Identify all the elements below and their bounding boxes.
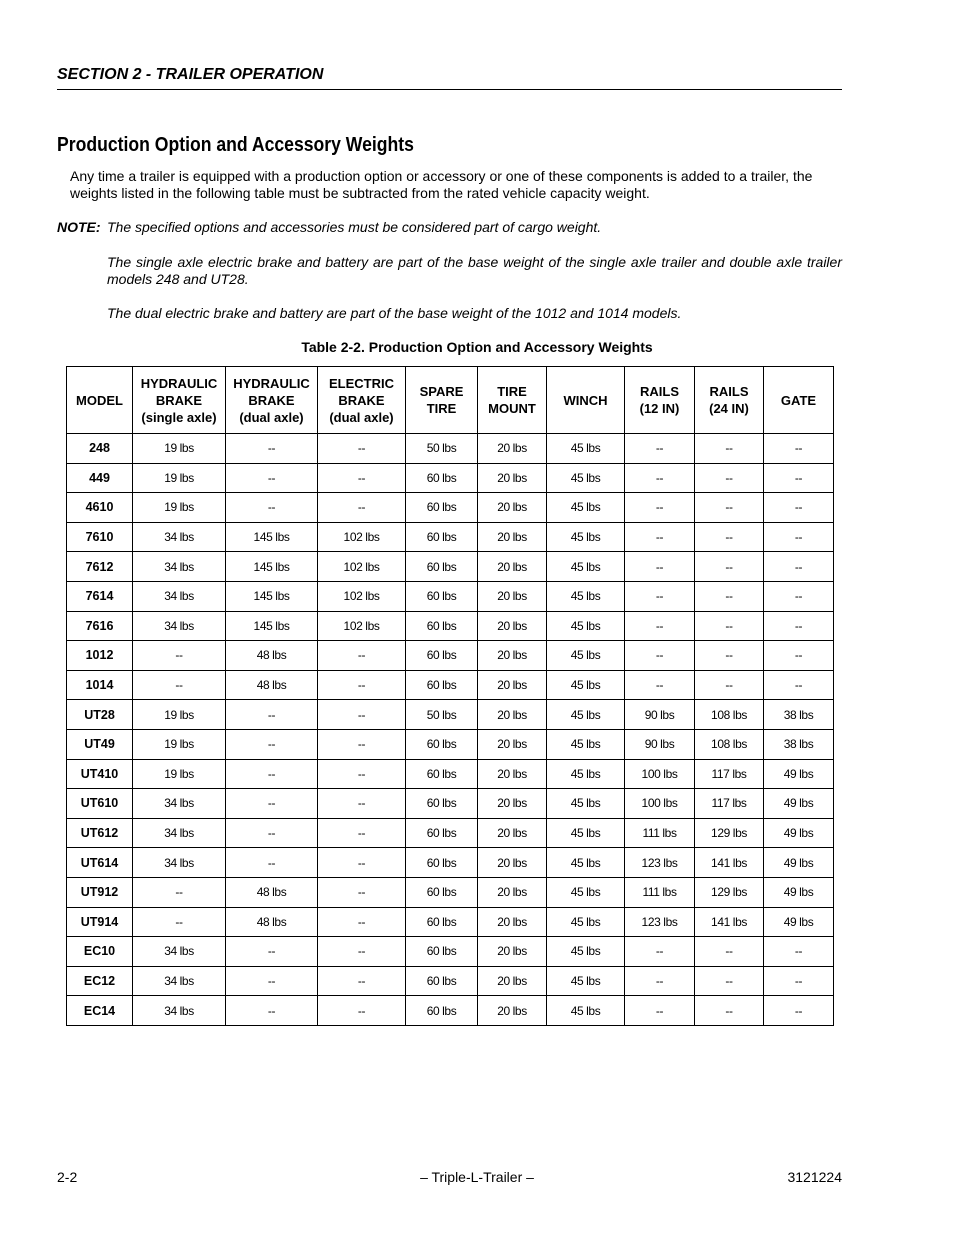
weight-cell: --	[226, 700, 318, 730]
weight-cell: 60 lbs	[406, 552, 478, 582]
table-row	[67, 907, 834, 937]
weight-cell: 45 lbs	[547, 611, 625, 641]
weight-cell: --	[625, 493, 695, 523]
weight-cell: --	[226, 789, 318, 819]
weight-cell: --	[318, 670, 406, 700]
weight-cell: 60 lbs	[406, 848, 478, 878]
column-header-line: (12 IN)	[639, 401, 680, 416]
weight-cell: --	[318, 818, 406, 848]
note-block	[57, 219, 842, 236]
column-header	[547, 367, 625, 434]
weight-cell: --	[226, 759, 318, 789]
weight-cell: --	[226, 996, 318, 1026]
weight-cell: 19 lbs	[133, 759, 226, 789]
weight-cell: 20 lbs	[478, 759, 547, 789]
weight-cell: 48 lbs	[226, 641, 318, 671]
weight-cell: --	[226, 848, 318, 878]
weight-cell: 34 lbs	[133, 848, 226, 878]
weight-cell: 45 lbs	[547, 581, 625, 611]
weight-cell: 34 lbs	[133, 937, 226, 967]
weight-cell: 60 lbs	[406, 907, 478, 937]
weight-cell: 49 lbs	[764, 848, 834, 878]
weight-cell: --	[625, 996, 695, 1026]
weight-cell: --	[625, 966, 695, 996]
weight-cell: --	[226, 966, 318, 996]
weight-cell: --	[695, 670, 764, 700]
weight-cell: 45 lbs	[547, 937, 625, 967]
table-row	[67, 848, 834, 878]
weight-cell: --	[695, 611, 764, 641]
weight-cell: --	[625, 937, 695, 967]
table-row	[67, 670, 834, 700]
column-header-line: HYDRAULIC	[233, 375, 310, 391]
weight-cell: --	[226, 937, 318, 967]
weight-cell: 145 lbs	[226, 581, 318, 611]
model-cell: 1014	[67, 670, 133, 700]
table-row	[67, 996, 834, 1026]
weight-cell: 60 lbs	[406, 937, 478, 967]
weight-cell: --	[764, 463, 834, 493]
weight-cell: 34 lbs	[133, 996, 226, 1026]
table-header-row	[67, 367, 834, 434]
weight-cell: 90 lbs	[625, 700, 695, 730]
weight-cell: 20 lbs	[478, 434, 547, 464]
column-header	[406, 367, 478, 434]
table-row	[67, 877, 834, 907]
model-cell: 7610	[67, 522, 133, 552]
weight-cell: 100 lbs	[625, 789, 695, 819]
table-row	[67, 759, 834, 789]
weight-cell: 34 lbs	[133, 789, 226, 819]
weight-cell: --	[625, 463, 695, 493]
table-row	[67, 818, 834, 848]
weight-cell: --	[226, 463, 318, 493]
model-cell: UT28	[67, 700, 133, 730]
column-header-line: (dual axle)	[329, 409, 394, 425]
weight-cell: 20 lbs	[478, 641, 547, 671]
model-cell: UT914	[67, 907, 133, 937]
weight-cell: 141 lbs	[695, 848, 764, 878]
weight-cell: 60 lbs	[406, 581, 478, 611]
weight-cell: 20 lbs	[478, 937, 547, 967]
weight-cell: --	[695, 552, 764, 582]
column-header-line: MOUNT	[488, 401, 536, 416]
weight-cell: 34 lbs	[133, 818, 226, 848]
weight-cell: 111 lbs	[625, 818, 695, 848]
weight-cell: 20 lbs	[478, 907, 547, 937]
weight-cell: 20 lbs	[478, 463, 547, 493]
weight-cell: 45 lbs	[547, 966, 625, 996]
weight-cell: --	[764, 611, 834, 641]
column-header-line: GATE	[780, 392, 817, 408]
table-row	[67, 581, 834, 611]
weight-cell: 45 lbs	[547, 463, 625, 493]
column-header-line: TIRE	[426, 401, 457, 416]
weight-cell: 117 lbs	[695, 759, 764, 789]
weight-cell: 60 lbs	[406, 522, 478, 552]
weight-cell: --	[625, 434, 695, 464]
table-row	[67, 966, 834, 996]
column-header-line: BRAKE	[338, 392, 385, 408]
model-cell: UT612	[67, 818, 133, 848]
weight-cell: --	[625, 670, 695, 700]
column-header	[478, 367, 547, 434]
weight-cell: 100 lbs	[625, 759, 695, 789]
weight-cell: --	[133, 641, 226, 671]
weight-cell: 49 lbs	[764, 818, 834, 848]
weight-cell: 60 lbs	[406, 759, 478, 789]
weight-cell: 102 lbs	[318, 522, 406, 552]
weight-cell: 45 lbs	[547, 907, 625, 937]
weight-cell: 45 lbs	[547, 522, 625, 552]
weight-cell: --	[695, 966, 764, 996]
weight-cell: --	[764, 937, 834, 967]
column-header	[695, 367, 764, 434]
weight-cell: 34 lbs	[133, 581, 226, 611]
weight-cell: --	[695, 581, 764, 611]
weight-cell: 20 lbs	[478, 729, 547, 759]
weight-cell: 20 lbs	[478, 552, 547, 582]
weight-cell: 60 lbs	[406, 818, 478, 848]
weight-cell: 19 lbs	[133, 463, 226, 493]
weight-cell: 20 lbs	[478, 996, 547, 1026]
weight-cell: --	[695, 522, 764, 552]
weight-cell: 60 lbs	[406, 670, 478, 700]
table-body	[67, 434, 834, 1026]
weight-cell: 141 lbs	[695, 907, 764, 937]
weight-cell: --	[764, 996, 834, 1026]
note-label: NOTE:	[57, 219, 101, 235]
column-header	[318, 367, 406, 434]
weight-cell: 45 lbs	[547, 996, 625, 1026]
weight-cell: --	[133, 877, 226, 907]
weight-cell: --	[695, 641, 764, 671]
weight-cell: --	[625, 611, 695, 641]
weight-cell: --	[318, 493, 406, 523]
weight-cell: 34 lbs	[133, 522, 226, 552]
weight-cell: 60 lbs	[406, 641, 478, 671]
weight-cell: --	[695, 996, 764, 1026]
weight-cell: 102 lbs	[318, 611, 406, 641]
table-row	[67, 463, 834, 493]
weight-cell: 19 lbs	[133, 434, 226, 464]
weight-cell: 19 lbs	[133, 493, 226, 523]
weight-cell: 50 lbs	[406, 700, 478, 730]
model-cell: UT912	[67, 877, 133, 907]
weight-cell: 145 lbs	[226, 552, 318, 582]
weight-cell: --	[226, 493, 318, 523]
weight-cell: 145 lbs	[226, 522, 318, 552]
page-number: 2-2	[57, 1169, 78, 1185]
weight-cell: 108 lbs	[695, 729, 764, 759]
model-cell: UT610	[67, 789, 133, 819]
column-header	[226, 367, 318, 434]
weight-cell: 45 lbs	[547, 670, 625, 700]
weight-cell: 34 lbs	[133, 611, 226, 641]
weight-cell: 102 lbs	[318, 581, 406, 611]
column-header-line: HYDRAULIC	[140, 375, 218, 391]
weight-cell: 20 lbs	[478, 877, 547, 907]
column-header-line: (dual axle)	[239, 409, 304, 425]
weight-cell: --	[695, 434, 764, 464]
weight-cell: 45 lbs	[547, 818, 625, 848]
weight-cell: 49 lbs	[764, 759, 834, 789]
column-header-line: SPARE	[419, 384, 464, 399]
note-text-1: The specified options and accessories must be considered part of cargo weight.	[107, 219, 602, 235]
weight-cell: 34 lbs	[133, 966, 226, 996]
weight-cell: 48 lbs	[226, 670, 318, 700]
weight-cell: --	[625, 581, 695, 611]
model-cell: UT614	[67, 848, 133, 878]
weight-cell: 45 lbs	[547, 848, 625, 878]
weight-cell: 20 lbs	[478, 966, 547, 996]
weight-cell: 45 lbs	[547, 434, 625, 464]
weight-cell: 123 lbs	[625, 907, 695, 937]
weight-cell: --	[318, 641, 406, 671]
model-cell: EC14	[67, 996, 133, 1026]
weight-cell: 20 lbs	[478, 670, 547, 700]
column-header-line: BRAKE	[248, 392, 295, 408]
column-header	[764, 367, 834, 434]
weight-cell: 19 lbs	[133, 700, 226, 730]
weight-cell: 38 lbs	[764, 729, 834, 759]
weight-cell: --	[226, 729, 318, 759]
weight-cell: 45 lbs	[547, 877, 625, 907]
weight-cell: 108 lbs	[695, 700, 764, 730]
model-cell: UT49	[67, 729, 133, 759]
weight-cell: --	[318, 877, 406, 907]
model-cell: 248	[67, 434, 133, 464]
weight-cell: 129 lbs	[695, 818, 764, 848]
weight-cell: 45 lbs	[547, 700, 625, 730]
table-row	[67, 611, 834, 641]
model-cell: EC12	[67, 966, 133, 996]
weight-cell: --	[133, 670, 226, 700]
model-cell: 7612	[67, 552, 133, 582]
weight-cell: 60 lbs	[406, 493, 478, 523]
weight-cell: --	[764, 641, 834, 671]
weight-cell: --	[318, 848, 406, 878]
weight-cell: --	[764, 966, 834, 996]
column-header-line: TIRE	[497, 384, 527, 399]
column-header-line: (24 IN)	[709, 401, 749, 416]
weight-cell: 48 lbs	[226, 907, 318, 937]
model-cell: 7614	[67, 581, 133, 611]
weight-cell: --	[764, 434, 834, 464]
table-row	[67, 700, 834, 730]
weight-cell: 60 lbs	[406, 729, 478, 759]
model-cell: 449	[67, 463, 133, 493]
document-number: 3121224	[787, 1169, 842, 1185]
note-text-2: The single axle electric brake and battery are part of the base weight of the single axle trailer and double axle trailer models 248 and UT28.	[107, 254, 842, 287]
weight-cell: 20 lbs	[478, 700, 547, 730]
model-cell: 1012	[67, 641, 133, 671]
note-text-3: The dual electric brake and battery are part of the base weight of the 1012 and 1014 models.	[107, 305, 682, 321]
weight-cell: 48 lbs	[226, 877, 318, 907]
weight-cell: 20 lbs	[478, 818, 547, 848]
table-row	[67, 641, 834, 671]
weight-cell: 45 lbs	[547, 759, 625, 789]
weight-cell: --	[695, 463, 764, 493]
table-row	[67, 522, 834, 552]
weight-cell: 49 lbs	[764, 877, 834, 907]
column-header-line: ELECTRIC	[329, 375, 394, 391]
column-header	[67, 367, 133, 434]
weight-cell: 19 lbs	[133, 729, 226, 759]
weight-cell: 45 lbs	[547, 641, 625, 671]
column-header	[625, 367, 695, 434]
weight-cell: --	[695, 493, 764, 523]
column-header-line: MODEL	[76, 392, 123, 408]
weight-cell: 45 lbs	[547, 552, 625, 582]
weight-cell: 34 lbs	[133, 552, 226, 582]
weight-cell: --	[318, 996, 406, 1026]
weight-cell: --	[318, 907, 406, 937]
note-paragraph-3	[57, 305, 842, 322]
column-header-line: (single axle)	[141, 409, 217, 425]
weights-table	[66, 366, 834, 1026]
weight-cell: 60 lbs	[406, 463, 478, 493]
weight-cell: --	[318, 966, 406, 996]
weight-cell: 102 lbs	[318, 552, 406, 582]
model-cell: 4610	[67, 493, 133, 523]
weight-cell: 123 lbs	[625, 848, 695, 878]
column-header-line: BRAKE	[155, 392, 203, 408]
weight-cell: --	[764, 581, 834, 611]
weight-cell: 60 lbs	[406, 996, 478, 1026]
column-header-line: RAILS	[640, 384, 679, 399]
weight-cell: 49 lbs	[764, 907, 834, 937]
weight-cell: --	[764, 552, 834, 582]
model-cell: UT410	[67, 759, 133, 789]
table-row	[67, 937, 834, 967]
weight-cell: --	[133, 907, 226, 937]
note-paragraph-2	[57, 254, 842, 288]
weight-cell: --	[226, 434, 318, 464]
weight-cell: 111 lbs	[625, 877, 695, 907]
column-header-line: RAILS	[709, 384, 749, 399]
weight-cell: --	[625, 552, 695, 582]
weight-cell: 90 lbs	[625, 729, 695, 759]
weight-cell: --	[625, 641, 695, 671]
intro-paragraph: Any time a trailer is equipped with a production option or accessory or one of these components is added to a trailer, the weights listed in the following table must be subtracted from the rated vehicle capacity weight.	[70, 168, 813, 201]
weight-cell: 20 lbs	[478, 522, 547, 552]
weight-cell: 45 lbs	[547, 493, 625, 523]
weight-cell: --	[625, 522, 695, 552]
weight-cell: 60 lbs	[406, 789, 478, 819]
weight-cell: --	[226, 818, 318, 848]
weight-cell: --	[318, 463, 406, 493]
model-cell: EC10	[67, 937, 133, 967]
weight-cell: --	[695, 937, 764, 967]
weight-cell: 20 lbs	[478, 848, 547, 878]
weight-cell: --	[764, 670, 834, 700]
table-row	[67, 729, 834, 759]
weight-cell: --	[764, 493, 834, 523]
table-caption: Table 2-2. Production Option and Accessory Weights	[301, 339, 653, 355]
section-header: SECTION 2 - TRAILER OPERATION	[57, 66, 842, 90]
weight-cell: 20 lbs	[478, 611, 547, 641]
weight-cell: --	[318, 937, 406, 967]
column-header-line: WINCH	[563, 392, 608, 408]
weight-cell: 20 lbs	[478, 789, 547, 819]
weight-cell: 45 lbs	[547, 729, 625, 759]
weight-cell: --	[318, 729, 406, 759]
weight-cell: 20 lbs	[478, 493, 547, 523]
weight-cell: --	[318, 789, 406, 819]
weight-cell: 60 lbs	[406, 611, 478, 641]
weight-cell: 129 lbs	[695, 877, 764, 907]
weight-cell: --	[318, 700, 406, 730]
footer-title: – Triple-L-Trailer –	[420, 1169, 534, 1185]
page-title: Production Option and Accessory Weights	[57, 134, 414, 156]
weight-cell: --	[318, 759, 406, 789]
weight-cell: 60 lbs	[406, 877, 478, 907]
weight-cell: 45 lbs	[547, 789, 625, 819]
table-row	[67, 434, 834, 464]
weight-cell: 50 lbs	[406, 434, 478, 464]
weight-cell: --	[764, 522, 834, 552]
weight-cell: --	[318, 434, 406, 464]
model-cell: 7616	[67, 611, 133, 641]
weight-cell: 60 lbs	[406, 966, 478, 996]
table-row	[67, 493, 834, 523]
table-row	[67, 552, 834, 582]
weight-cell: 38 lbs	[764, 700, 834, 730]
column-header	[133, 367, 226, 434]
weight-cell: 145 lbs	[226, 611, 318, 641]
weight-cell: 20 lbs	[478, 581, 547, 611]
weight-cell: 117 lbs	[695, 789, 764, 819]
weight-cell: 49 lbs	[764, 789, 834, 819]
table-row	[67, 789, 834, 819]
